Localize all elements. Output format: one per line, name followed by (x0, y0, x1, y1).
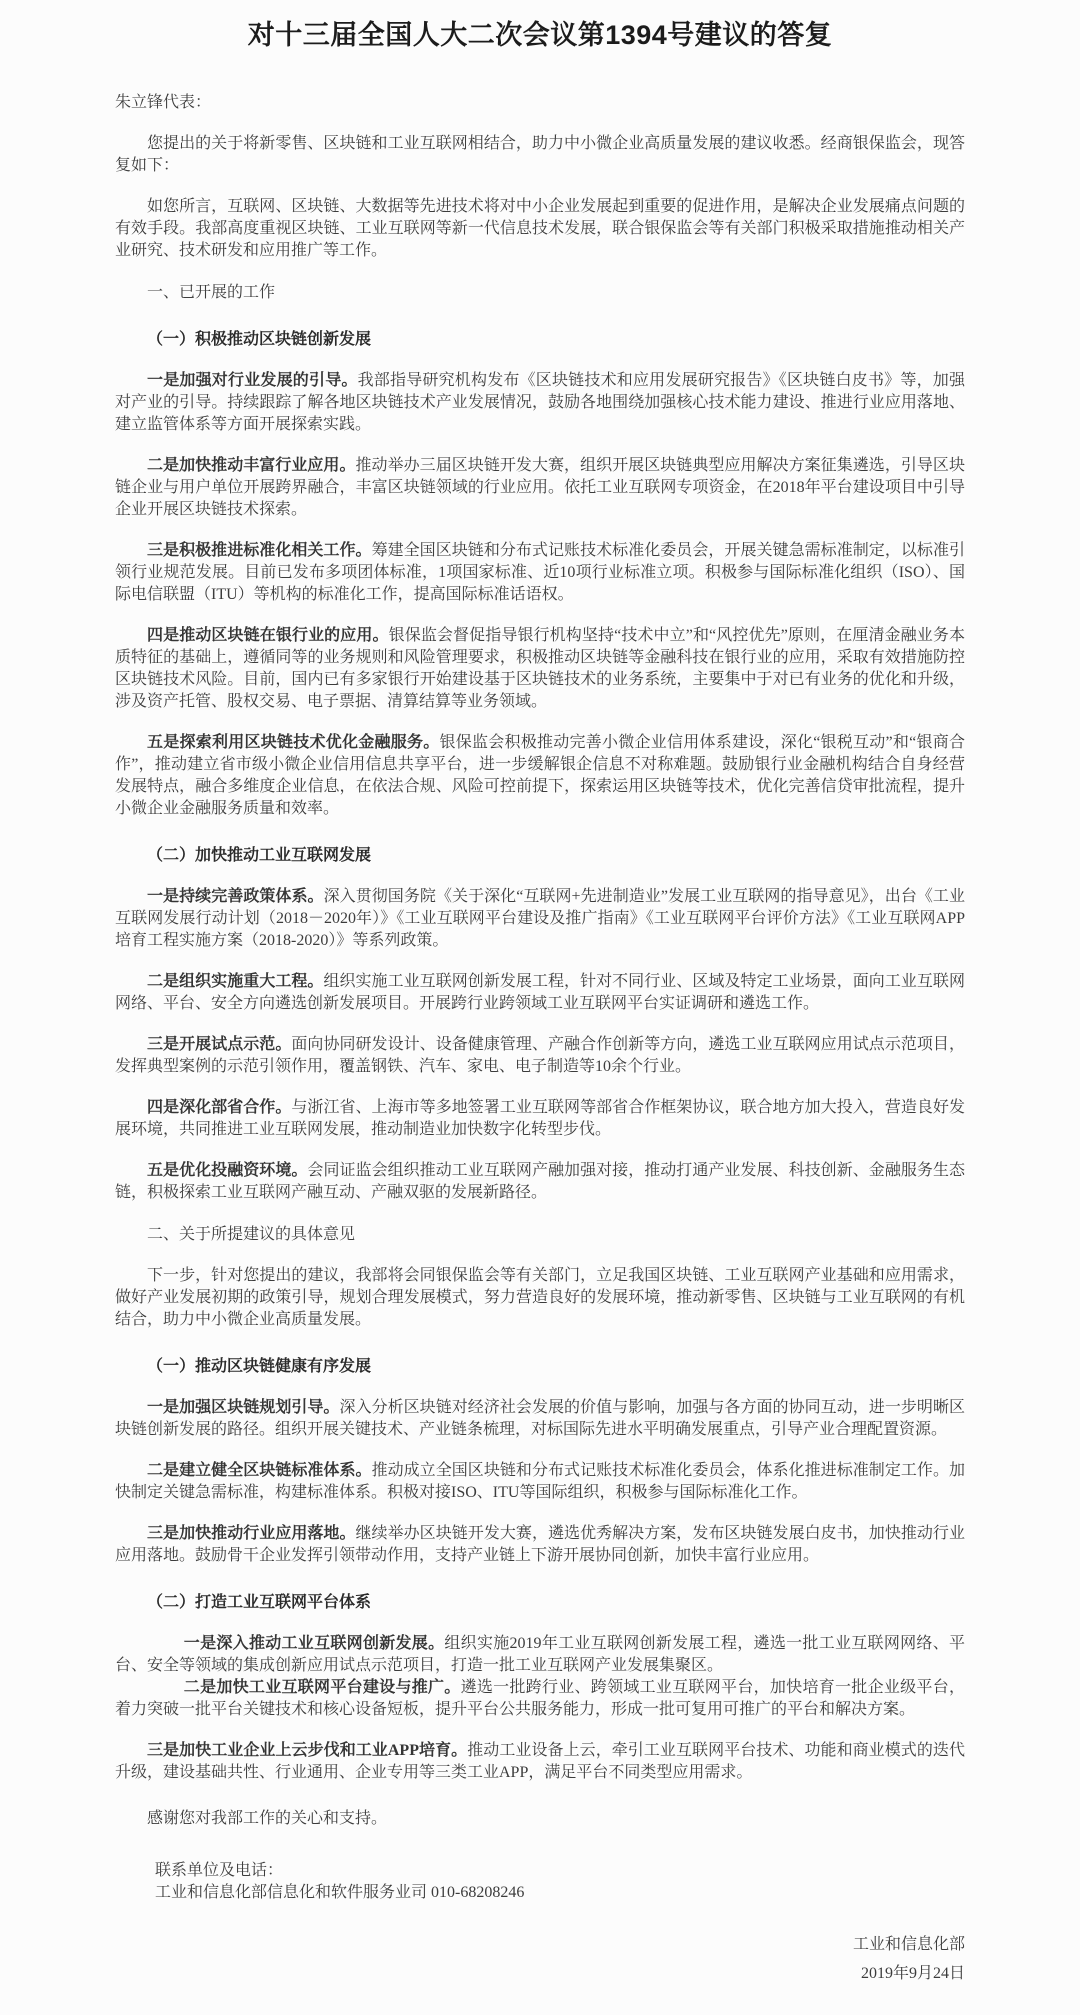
signature-block (115, 1934, 965, 1985)
item-paragraph: 三是加快工业企业上云步伐和工业APP培育。推动工业设备上云，牵引工业互联网平台技术、功能和商业模式的迭代升级，建设基础共性、行业通用、企业专用等三类工业APP，满足平台不同类型应用需求。 (115, 1742, 965, 1781)
item-paragraph: 二是建立健全区块链标准体系。推动成立全国区块链和分布式记账技术标准化委员会，体系化推进标准制定工作。加快制定关键急需标准，构建标准体系。积极对接ISO、ITU等国际组织，积极参与国际标准化工作。 (115, 1462, 965, 1501)
contact-line: 工业和信息化部信息化和软件服务业司 010-68208246 (155, 1884, 525, 1901)
sub-heading-1-2: （二）加快推动工业互联网发展 (147, 847, 372, 864)
item-lead: 四是深化部省合作。 (147, 1099, 292, 1116)
item-lead: 二是组织实施重大工程。 (147, 973, 324, 990)
item-paragraph: 二是加快推动丰富行业应用。推动举办三届区块链开发大赛，组织开展区块链典型应用解决方案征集遴选，引导区块链企业与用户单位开展跨界融合，丰富区块链领域的行业应用。依托工业互联网专项资金，在2018年平台建设项目中引导企业开展区块链技术探索。 (115, 457, 965, 518)
item-paragraph: 三是加快推动行业应用落地。继续举办区块链开发大赛，遴选优秀解决方案，发布区块链发展白皮书，加快推动行业应用落地。鼓励骨干企业发挥引领带动作用，支持产业链上下游开展协同创新，加快丰富行业应用。 (115, 1525, 965, 1564)
item-paragraph: 五是探索利用区块链技术优化金融服务。银保监会积极推动完善小微企业信用体系建设，深化“银税互动”和“银商合作”，推动建立省市级小微企业信用信息共享平台，进一步缓解银企信息不对称难题。鼓励银行业金融机构结合自身经营发展特点，融合多维度企业信息，在依法合规、风险可控前提下，探索运用区块链等技术，优化完善信贷审批流程，提升小微企业金融服务质量和效率。 (115, 734, 965, 817)
item-lead: 二是加快工业互联网平台建设与推广。 (183, 1679, 461, 1696)
item-lead: 一是持续完善政策体系。 (147, 888, 324, 905)
item-lead: 三是加快推动行业应用落地。 (147, 1525, 356, 1542)
sub-heading-2-1: （一）推动区块链健康有序发展 (147, 1358, 372, 1375)
section-heading-2: 二、关于所提建议的具体意见 (147, 1226, 356, 1243)
item-paragraph: 四是深化部省合作。与浙江省、上海市等多地签署工业互联网等部省合作框架协议，联合地方加大投入，营造良好发展环境，共同推进工业互联网发展，推动制造业加快数字化转型步伐。 (115, 1099, 965, 1138)
section-heading-1: 一、已开展的工作 (147, 284, 276, 301)
item-lead: 四是推动区块链在银行业的应用。 (147, 627, 389, 644)
item-paragraph: 三是积极推进标准化相关工作。筹建全国区块链和分布式记账技术标准化委员会，开展关键急需标准制定，以标准引领行业规范发展。目前已发布多项团体标准，1项国家标准、近10项行业标准立项。积极参与国际标准化组织（ISO）、国际电信联盟（ITU）等机构的标准化工作，提高国际标准话语权。 (115, 542, 965, 603)
sub-heading-1-1: （一）积极推动区块链创新发展 (147, 331, 372, 348)
sub-heading-2-2: （二）打造工业互联网平台体系 (147, 1594, 372, 1611)
item-lead: 五是探索利用区块链技术优化金融服务。 (147, 734, 440, 751)
intro-paragraph: 您提出的关于将新零售、区块链和工业互联网相结合，助力中小微企业高质量发展的建议收悉。经商银保监会，现答复如下： (115, 135, 965, 174)
closing-line: 感谢您对我部工作的关心和支持。 (147, 1810, 388, 1827)
item-lead: 一是加强区块链规划引导。 (147, 1399, 340, 1416)
item-lead: 三是积极推进标准化相关工作。 (147, 542, 372, 559)
item-paragraph: 二是组织实施重大工程。组织实施工业互联网创新发展工程，针对不同行业、区域及特定工业场景，面向工业互联网网络、平台、安全方向遴选创新发展项目。开展跨行业跨领域工业互联网平台实证调研和遴选工作。 (115, 973, 965, 1012)
item-paragraph: 四是推动区块链在银行业的应用。银保监会督促指导银行机构坚持“技术中立”和“风控优先”原则，在厘清金融业务本质特征的基础上，遵循同等的业务规则和风险管理要求，积极推动区块链等金融科技在银行业的应用，采取有效措施防控区块链技术风险。目前，国内已有多家银行开始建设基于区块链技术的业务系统，主要集中于对已有业务的优化和升级，涉及资产托管、股权交易、电子票据、清算结算等业务领域。 (115, 627, 965, 710)
salutation: 朱立锋代表： (115, 94, 212, 111)
item-lead: 一是深入推动工业互联网创新发展。 (183, 1635, 445, 1652)
item-paragraph: 二是加快工业互联网平台建设与推广。遴选一批跨行业、跨领域工业互联网平台，加快培育一批企业级平台，着力突破一批平台关键技术和核心设备短板，提升平台公共服务能力，形成一批可复用可推广的平台和解决方案。 (115, 1679, 965, 1718)
item-lead: 二是加快推动丰富行业应用。 (147, 457, 356, 474)
item-lead: 二是建立健全区块链标准体系。 (147, 1462, 372, 1479)
next-step-paragraph: 下一步，针对您提出的建议，我部将会同银保监会等有关部门，立足我国区块链、工业互联网产业基础和应用需求，做好产业发展初期的政策引导，规划合理发展模式，努力营造良好的发展环境，推动新零售、区块链与工业互联网的有机结合，助力中小微企业高质量发展。 (115, 1267, 965, 1328)
item-paragraph: 三是开展试点示范。面向协同研发设计、设备健康管理、产融合作创新等方向，遴选工业互联网应用试点示范项目，发挥典型案例的示范引领作用，覆盖钢铁、汽车、家电、电子制造等10余个行业。 (115, 1036, 965, 1075)
signature-org: 工业和信息化部 (852, 1936, 965, 1953)
item-paragraph: 五是优化投融资环境。会同证监会组织推动工业互联网产融加强对接，推动打通产业发展、科技创新、金融服务生态链，积极探索工业互联网产融互动、产融双驱的发展新路径。 (115, 1162, 965, 1201)
item-paragraph: 一是加强区块链规划引导。深入分析区块链对经济社会发展的价值与影响，加强与各方面的协同互动，进一步明晰区块链创新发展的路径。组织开展关键技术、产业链条梳理，对标国际先进水平明确发展重点，引导产业合理配置资源。 (115, 1399, 965, 1438)
item-lead: 一是加强对行业发展的引导。 (147, 372, 358, 389)
item-lead: 五是优化投融资环境。 (147, 1162, 308, 1179)
context-paragraph: 如您所言，互联网、区块链、大数据等先进技术将对中小企业发展起到重要的促进作用，是解决企业发展痛点问题的有效手段。我部高度重视区块链、工业互联网等新一代信息技术发展，联合银保监会等有关部门积极采取措施推动相关产业研究、技术研发和应用推广等工作。 (115, 198, 965, 259)
page-title: 对十三届全国人大二次会议第1394号建议的答复 (247, 20, 833, 50)
item-paragraph: 一是加强对行业发展的引导。我部指导研究机构发布《区块链技术和应用发展研究报告》《区块链白皮书》等，加强对产业的引导。持续跟踪了解各地区块链技术产业发展情况，鼓励各地围绕加强核心技术能力建设、推进行业应用落地、建立监管体系等方面开展探索实践。 (115, 372, 965, 433)
signature-date: 2019年9月24日 (860, 1965, 965, 1982)
contact-label: 联系单位及电话： (155, 1862, 284, 1879)
item-lead: 三是加快工业企业上云步伐和工业APP培育。 (147, 1742, 468, 1759)
item-lead: 三是开展试点示范。 (147, 1036, 292, 1053)
document-body (115, 92, 965, 1904)
item-paragraph: 一是深入推动工业互联网创新发展。组织实施2019年工业互联网创新发展工程，遴选一批工业互联网网络、平台、安全等领域的集成创新应用试点示范项目，打造一批工业互联网产业发展集聚区。 (115, 1635, 965, 1674)
item-paragraph: 一是持续完善政策体系。深入贯彻国务院《关于深化“互联网+先进制造业”发展工业互联网的指导意见》，出台《工业互联网发展行动计划（2018－2020年）》《工业互联网平台建设及推广指南》《工业互联网平台评价方法》《工业互联网APP培育工程实施方案（2018-2020）》等系列政策。 (115, 888, 965, 949)
